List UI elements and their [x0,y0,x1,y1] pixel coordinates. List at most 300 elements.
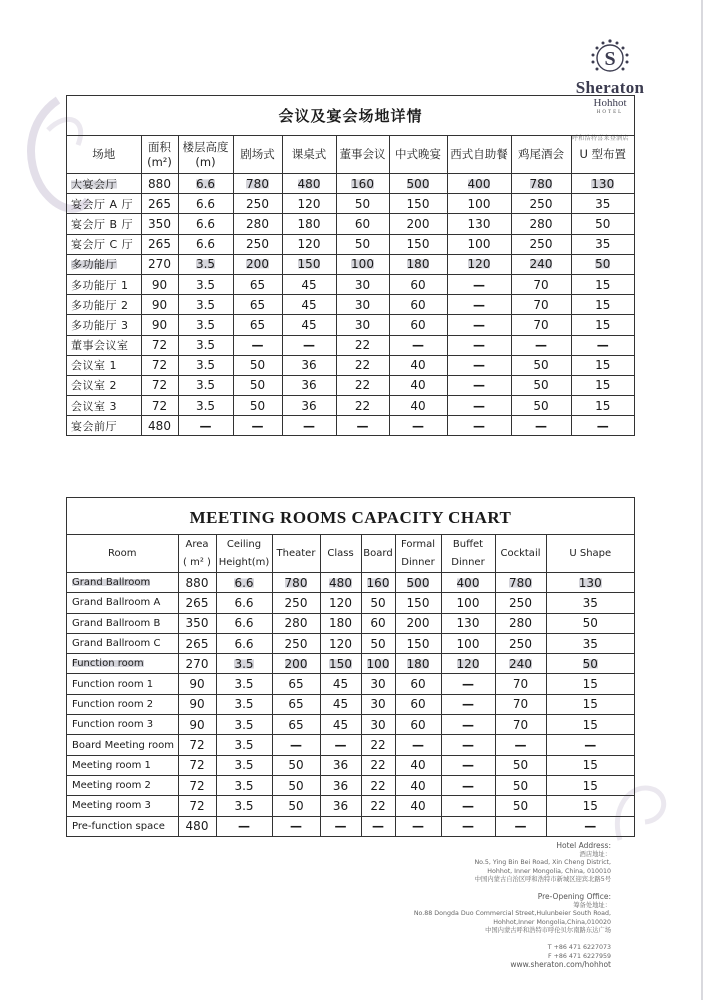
capacity-cell [141,375,178,395]
capacity-cell [216,775,272,795]
room-name: 会议室 2 [71,379,117,393]
cn-column-header [178,136,233,174]
capacity-value: 150 [406,636,430,651]
en-column-header-text: Ceiling [226,538,262,550]
fax: F +86 471 6227959 [548,952,611,960]
capacity-cell [511,375,571,395]
capacity-cell [216,654,272,674]
capacity-value: 22 [354,338,371,353]
capacity-cell [178,315,233,335]
capacity-cell [178,375,233,395]
capacity-cell [395,775,441,795]
capacity-value: — [462,677,474,692]
cn-column-header [67,136,141,174]
capacity-cell [571,194,634,214]
capacity-value: 60 [410,317,426,332]
capacity-value: — [290,819,302,834]
capacity-value: 50 [249,378,266,393]
capacity-value: 180 [329,616,352,631]
capacity-value: 6.6 [234,575,254,590]
capacity-value: 200 [246,257,269,272]
capacity-cell [233,274,282,294]
capacity-value: 500 [406,176,430,191]
capacity-cell [282,416,336,436]
capacity-value: — [514,738,527,753]
capacity-value: — [412,819,424,834]
capacity-cell [141,274,178,294]
capacity-cell [441,633,495,653]
capacity-cell [336,375,389,395]
capacity-value: 280 [284,616,308,631]
capacity-cell [571,234,634,254]
english-capacity-table [66,497,635,837]
capacity-cell [272,816,320,836]
capacity-value: 90 [151,277,168,292]
capacity-value: 160 [366,575,390,590]
capacity-value: 6.6 [234,636,254,651]
capacity-value: 15 [582,798,598,813]
capacity-value: 3.5 [195,277,216,292]
room-name-cell [67,375,141,395]
room-name: 大宴会厅 [71,177,117,191]
capacity-cell [216,694,272,714]
capacity-value: 30 [370,717,386,732]
capacity-value: 30 [370,677,386,692]
capacity-cell [511,194,571,214]
capacity-value: 6.6 [234,595,254,610]
capacity-cell [141,335,178,355]
capacity-cell [282,234,336,254]
capacity-value: 130 [467,216,491,231]
table-row [67,715,634,735]
capacity-cell [233,214,282,234]
capacity-value: 50 [582,656,598,671]
capacity-value: 70 [533,317,549,332]
table-row [67,816,634,836]
en-column-header [272,535,320,573]
capacity-cell [495,796,546,816]
capacity-value: 265 [148,237,171,252]
capacity-cell [441,775,495,795]
office-address-line: No.88 Dongda Duo Commercial Street,Hulunbeier South Road, [413,910,611,917]
capacity-cell [178,274,233,294]
capacity-cell [178,254,233,274]
capacity-cell [141,315,178,335]
capacity-value: — [412,338,424,353]
chinese-header-row [67,136,634,174]
capacity-cell [361,573,395,593]
capacity-value: 90 [151,297,168,312]
capacity-value: 50 [354,237,371,252]
capacity-cell [571,274,634,294]
en-column-header-text: Formal [400,538,436,550]
capacity-cell [361,816,395,836]
cn-column-header [511,136,571,174]
hotel-address-block [474,842,611,885]
table-row [67,613,634,633]
capacity-value: 120 [467,257,491,272]
capacity-value: 15 [582,717,598,732]
capacity-value: 45 [332,717,349,732]
capacity-cell [571,355,634,375]
cn-column-header-text: 剧场式 [240,147,275,161]
table-row [67,694,634,714]
table-row [67,274,634,294]
capacity-value: 280 [246,216,269,231]
capacity-value: 265 [185,636,209,651]
capacity-cell [389,274,447,294]
capacity-value: 200 [406,616,430,631]
capacity-value: 130 [456,616,480,631]
capacity-value: 30 [354,277,371,292]
capacity-cell [495,755,546,775]
capacity-value: 15 [595,317,611,332]
room-name-cell [67,234,141,254]
capacity-cell [511,214,571,234]
capacity-value: 65 [288,677,304,692]
capacity-value: — [412,738,424,753]
capacity-cell [272,694,320,714]
capacity-cell [233,194,282,214]
capacity-cell [320,674,361,694]
capacity-cell [272,593,320,613]
capacity-cell [511,295,571,315]
capacity-cell [395,674,441,694]
capacity-cell [441,694,495,714]
capacity-cell [272,674,320,694]
cn-column-header-text: 楼层高度 [182,139,229,154]
room-name: Grand Ballroom C [72,638,161,650]
capacity-cell [178,775,216,795]
capacity-value: 180 [297,216,321,231]
capacity-value: 250 [529,196,553,211]
capacity-value: 200 [284,656,308,671]
capacity-cell [320,613,361,633]
capacity-value: 50 [370,595,386,610]
capacity-value: 36 [332,798,349,813]
capacity-value: — [596,338,609,353]
capacity-value: 15 [582,778,598,793]
room-name-cell [67,796,178,816]
capacity-cell [320,573,361,593]
capacity-cell [233,295,282,315]
capacity-value: — [462,697,474,712]
cn-column-header [571,136,634,174]
capacity-value: 22 [370,758,386,773]
table-row [67,375,634,395]
capacity-cell [178,715,216,735]
capacity-value: 3.5 [234,717,254,732]
en-column-header-text: Cocktail [500,547,541,559]
capacity-value: 50 [354,196,371,211]
chinese-capacity-table [66,95,635,436]
capacity-value: 35 [582,636,598,651]
capacity-value: 50 [595,216,611,231]
capacity-cell [361,613,395,633]
capacity-value: 120 [456,656,480,671]
capacity-value: 50 [288,798,304,813]
table-row [67,295,634,315]
capacity-cell [389,194,447,214]
capacity-value: 880 [185,575,209,590]
capacity-value: 50 [533,358,549,373]
capacity-value: 40 [410,358,426,373]
capacity-value: 250 [246,237,269,252]
capacity-cell [395,613,441,633]
capacity-cell [141,396,178,416]
office-address-line: Hohhot,Inner Mongolia,China,010020 [493,918,611,926]
capacity-cell [282,396,336,416]
capacity-cell [447,274,511,294]
capacity-value: — [473,398,485,413]
cn-column-header [389,136,447,174]
cn-column-header-text: 中式晚宴 [395,147,441,161]
capacity-cell [178,335,233,355]
capacity-value: 50 [288,778,304,793]
en-column-header-text: Dinner [401,556,435,568]
hotel-address-line-cn: 中国内蒙古自治区呼和浩特市新城区迎宾北路5号 [474,876,611,883]
en-column-header-text: Area [185,538,209,550]
capacity-value: 3.5 [234,677,254,692]
capacity-cell [216,593,272,613]
en-column-header-text: ( m² ) [183,556,211,568]
cn-column-header-text: 西式自助餐 [450,147,508,161]
capacity-cell [447,315,511,335]
capacity-cell [546,796,634,816]
capacity-value: 50 [595,257,611,272]
capacity-value: 250 [246,196,269,211]
office-address-heading-cn: 筹备处地址： [573,901,611,909]
capacity-cell [395,755,441,775]
capacity-cell [441,715,495,735]
capacity-value: 15 [582,758,598,773]
capacity-value: 50 [512,758,529,773]
capacity-value: 65 [288,717,304,732]
capacity-value: 15 [595,297,611,312]
room-name: 多功能厅 2 [71,298,129,312]
capacity-cell [178,613,216,633]
table-row [67,254,634,274]
capacity-value: 240 [529,257,553,272]
room-name: Grand Ballroom B [72,617,161,629]
capacity-cell [141,295,178,315]
capacity-cell [361,796,395,816]
english-table-grid [67,535,634,836]
capacity-cell [178,816,216,836]
capacity-value: 150 [406,196,430,211]
capacity-cell [178,214,233,234]
capacity-value: 350 [185,616,209,631]
capacity-value: 150 [329,656,352,671]
capacity-cell [178,396,233,416]
office-address-line-cn: 中国内蒙古呼和浩特市呼伦贝尔南路东达广场 [485,927,611,934]
cn-column-header-text: 课桌式 [291,147,327,161]
capacity-cell [336,254,389,274]
capacity-cell [272,654,320,674]
capacity-cell [389,254,447,274]
chinese-table-title: 会议及宴会场地详情 [67,96,634,136]
capacity-value: 100 [366,656,390,671]
capacity-value: 6.6 [234,616,254,631]
capacity-value: 60 [410,717,426,732]
capacity-cell [336,194,389,214]
capacity-value: 70 [533,297,549,312]
capacity-value: 280 [509,616,532,631]
capacity-value: 250 [284,636,308,651]
hotel-address-line: Hohhot, Inner Mongolia, China, 010010 [487,867,611,875]
room-name: 会议室 3 [71,399,117,413]
capacity-value: 30 [370,697,386,712]
capacity-cell [216,674,272,694]
capacity-cell [178,234,233,254]
en-column-header [216,535,272,573]
en-column-header [361,535,395,573]
capacity-cell [495,573,546,593]
capacity-value: — [303,338,315,353]
capacity-value: — [290,738,302,753]
capacity-value: 65 [288,697,304,712]
en-column-header [178,535,216,573]
capacity-value: 72 [151,358,168,373]
room-name-cell [67,194,141,214]
capacity-cell [395,654,441,674]
capacity-value: — [473,418,485,433]
capacity-cell [272,633,320,653]
capacity-value: — [473,297,485,312]
capacity-cell [441,796,495,816]
capacity-cell [282,375,336,395]
room-name: Meeting room 1 [72,759,151,771]
table-row [67,735,634,755]
capacity-cell [141,194,178,214]
table-row [67,194,634,214]
capacity-cell [282,254,336,274]
capacity-value: 15 [582,677,598,692]
capacity-value: 6.6 [195,196,216,211]
cn-column-header-text: 鸡尾酒会 [518,147,564,161]
capacity-value: — [462,717,474,732]
capacity-cell [447,214,511,234]
capacity-cell [571,315,634,335]
capacity-cell [441,613,495,633]
capacity-cell [571,375,634,395]
capacity-value: 3.5 [195,317,216,332]
capacity-cell [571,416,634,436]
capacity-cell [447,254,511,274]
capacity-cell [272,796,320,816]
capacity-cell [216,755,272,775]
capacity-cell [178,295,233,315]
capacity-value: 70 [512,717,529,732]
en-column-header-text: Dinner [451,556,485,568]
capacity-cell [216,816,272,836]
telephone: T +86 471 6227073 [547,944,611,951]
cn-column-header-text: (m) [195,154,216,169]
capacity-cell [336,315,389,335]
capacity-cell [361,593,395,613]
capacity-cell [511,254,571,274]
capacity-value: 50 [533,378,549,393]
capacity-value: 45 [332,697,349,712]
capacity-value: 36 [301,398,317,413]
table-row [67,234,634,254]
room-name: 董事会议室 [71,339,129,353]
capacity-cell [336,335,389,355]
capacity-value: 22 [370,778,386,793]
logo-city: Hohhot [593,97,627,109]
capacity-value: 3.5 [195,257,216,272]
capacity-value: 3.5 [195,398,216,413]
capacity-cell [320,816,361,836]
capacity-cell [389,335,447,355]
capacity-value: 15 [595,358,611,373]
chinese-table-grid [67,136,634,435]
room-name: 宴会厅 C 厅 [71,238,134,252]
capacity-cell [441,755,495,775]
capacity-value: — [462,798,474,813]
capacity-cell [546,613,634,633]
capacity-value: 130 [578,575,602,590]
room-name-cell [67,573,178,593]
capacity-cell [495,775,546,795]
room-name-cell [67,715,178,735]
room-name: 会议室 1 [71,359,117,373]
capacity-cell [233,254,282,274]
en-column-header-text: Room [108,547,137,559]
en-column-header [67,535,178,573]
capacity-cell [320,796,361,816]
capacity-cell [216,573,272,593]
capacity-cell [495,633,546,653]
capacity-cell [178,735,216,755]
capacity-cell [178,573,216,593]
capacity-cell [272,735,320,755]
capacity-cell [233,355,282,375]
capacity-value: 22 [354,358,371,373]
table-row [67,416,634,436]
capacity-cell [178,796,216,816]
capacity-cell [178,593,216,613]
capacity-value: 50 [249,358,266,373]
capacity-cell [282,315,336,335]
capacity-value: 400 [467,176,491,191]
capacity-cell [233,234,282,254]
capacity-value: — [334,738,347,753]
capacity-value: — [514,819,527,834]
capacity-cell [546,694,634,714]
room-name: Function room 3 [72,719,154,731]
capacity-value: 15 [595,398,611,413]
capacity-value: 270 [185,656,209,671]
capacity-value: 280 [529,216,553,231]
capacity-value: 3.5 [234,738,254,753]
capacity-cell [336,295,389,315]
capacity-value: 480 [185,819,209,834]
capacity-value: 480 [329,575,352,590]
room-name: 宴会厅 B 厅 [71,217,134,231]
capacity-cell [282,355,336,375]
capacity-cell [178,694,216,714]
capacity-value: — [473,338,485,353]
capacity-value: — [596,418,609,433]
capacity-value: — [462,738,474,753]
capacity-value: 35 [595,237,611,252]
capacity-value: 400 [456,575,480,590]
table-row [67,755,634,775]
room-name: Function room 1 [72,678,154,690]
room-name: Meeting room 3 [72,800,151,812]
capacity-value: 70 [512,697,529,712]
